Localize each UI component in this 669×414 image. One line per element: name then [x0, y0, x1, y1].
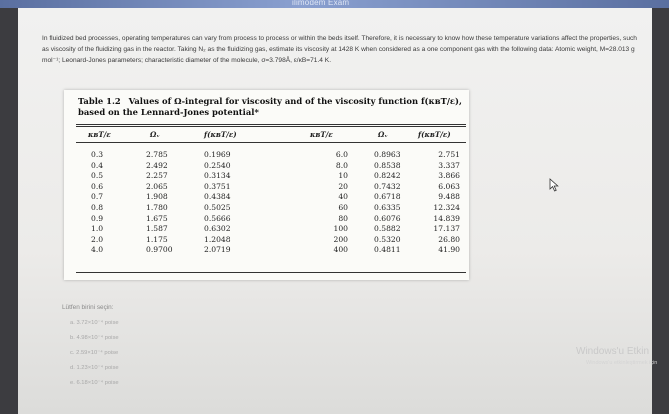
table-cell: 0.9 — [91, 213, 104, 223]
table-cell: 2.065 — [146, 181, 168, 191]
window-title: ilimodem Exam — [292, 0, 350, 7]
table-cell: 0.6302 — [204, 224, 231, 234]
header-kt-left: κʙT/ε — [88, 130, 111, 139]
table-cell: 0.8242 — [374, 171, 401, 181]
table-cell: 0.6335 — [374, 202, 401, 212]
table-cell: 1.175 — [146, 234, 168, 244]
table-cell: 12.324 — [433, 202, 460, 212]
table-cell: 2.0 — [91, 234, 104, 244]
table-cell: 0.3 — [91, 150, 104, 159]
column-f-left — [204, 150, 231, 256]
table-caption-text: Values of Ω-integral for viscosity and of the viscosity function f(κʙT/ε), based on the Lennard-Jones potential* — [78, 96, 462, 117]
table-cell: 26.80 — [438, 234, 460, 244]
header-omega-right: Ωᵥ — [378, 130, 388, 139]
table-cell: 60 — [338, 202, 348, 212]
table-cell: 2.0719 — [204, 245, 231, 255]
table-cell: 2.751 — [438, 150, 460, 159]
table-cell: 2.492 — [146, 160, 168, 170]
header-omega-left: Ωᵥ — [150, 130, 160, 139]
column-f-right — [420, 150, 460, 256]
table-cell: 0.7432 — [374, 181, 401, 191]
table-caption — [78, 96, 468, 118]
header-f-left: f(κʙT/ε) — [204, 130, 237, 139]
windows-activation-subtext: Windows'u etkinleştirmek için — [586, 360, 658, 366]
table-cell: 1.780 — [146, 202, 168, 212]
table-cell: 41.90 — [438, 245, 460, 255]
table-cell: 0.9700 — [146, 245, 173, 255]
table-cell: 0.2540 — [204, 160, 231, 170]
table-cell: 40 — [338, 192, 348, 202]
table-cell: 0.6 — [91, 181, 104, 191]
table-cell: 0.3134 — [204, 171, 231, 181]
table-cell: 0.6076 — [374, 213, 401, 223]
answer-option-b[interactable]: b. 4.98×10⁻⁴ poise — [70, 335, 119, 341]
table-cell: 1.908 — [146, 192, 168, 202]
table-cell: 6.0 — [335, 150, 348, 159]
table-cell: 0.5025 — [204, 202, 231, 212]
table-cell: 10 — [338, 171, 348, 181]
column-omega-left — [146, 150, 173, 256]
table-cell: 0.5 — [91, 171, 104, 181]
table-cell: 0.7 — [91, 192, 104, 202]
viscosity-table-image — [64, 90, 469, 280]
table-top-rule-2 — [76, 126, 466, 127]
answer-option-a[interactable]: a. 3.72×10⁻⁴ poise — [70, 320, 119, 326]
column-kt-right — [308, 150, 348, 256]
header-kt-right: κʙT/ε — [310, 130, 333, 139]
table-cell: 0.4384 — [204, 192, 231, 202]
table-cell: 1.0 — [91, 224, 104, 234]
table-cell: 1.675 — [146, 213, 168, 223]
table-cell: 20 — [338, 181, 348, 191]
table-cell: 8.0 — [335, 160, 348, 170]
table-bottom-rule — [76, 272, 466, 273]
table-cell: 17.137 — [433, 224, 460, 234]
answer-prompt: Lütfen birini seçin: — [62, 304, 114, 311]
table-cell: 3.337 — [438, 160, 460, 170]
table-cell: 100 — [333, 224, 348, 234]
table-cell: 0.8963 — [374, 150, 401, 159]
table-cell: 0.5320 — [374, 234, 401, 244]
windows-activation-watermark: Windows'u Etkin — [576, 346, 650, 357]
table-cell: 2.257 — [146, 171, 168, 181]
table-cell: 200 — [333, 234, 348, 244]
table-cell: 4.0 — [91, 245, 104, 255]
answer-option-d[interactable]: d. 1.23×10⁻⁴ poise — [70, 365, 119, 371]
table-cell: 0.8 — [91, 202, 104, 212]
table-number: Table 1.2 — [78, 96, 121, 106]
table-cell: 0.5882 — [374, 224, 401, 234]
table-header-rule — [76, 142, 466, 143]
table-top-rule — [76, 124, 466, 125]
table-cell: 0.5666 — [204, 213, 231, 223]
table-cell: 0.1969 — [204, 150, 231, 159]
table-cell: 14.839 — [433, 213, 460, 223]
table-cell: 80 — [338, 213, 348, 223]
column-kt-left — [91, 150, 103, 256]
header-f-right: f(κʙT/ε) — [418, 130, 451, 139]
table-cell: 400 — [333, 245, 348, 255]
table-cell: 3.866 — [438, 171, 460, 181]
window-title-bar — [0, 0, 669, 8]
answer-option-e[interactable]: e. 6.18×10⁻⁴ poise — [70, 380, 119, 386]
table-cell: 1.587 — [146, 224, 168, 234]
table-cell: 6.063 — [438, 181, 460, 191]
table-cell: 0.6718 — [374, 192, 401, 202]
table-cell: 9.488 — [438, 192, 460, 202]
mouse-pointer-icon — [549, 178, 561, 192]
table-cell: 0.3751 — [204, 181, 231, 191]
table-cell: 0.8538 — [374, 160, 401, 170]
table-cell: 0.4 — [91, 160, 104, 170]
table-cell: 1.2048 — [204, 234, 231, 244]
answer-option-c[interactable]: c. 2.59×10⁻⁴ poise — [70, 350, 119, 356]
column-omega-right — [374, 150, 401, 256]
question-text: In fluidized bed processes, operating temperatures can vary from process to process or within the beds itself. Therefore, it is necessary to know how these temperature variations affect the properties, such as viscosity of the fluidizing gas in the reactor. Taking N₂ as the fluidizing gas, estimate its viscosity at 1428 K when considered as a one component gas with the following data: Atomic weight, M=28.013 g mol⁻¹; Leonard-Jones parameters; characteristic diameter of the molecule, σ=3.798Å, ε/κB=71.4 K. — [42, 35, 637, 64]
table-cell: 0.4811 — [374, 245, 401, 255]
table-cell: 2.785 — [146, 150, 168, 159]
